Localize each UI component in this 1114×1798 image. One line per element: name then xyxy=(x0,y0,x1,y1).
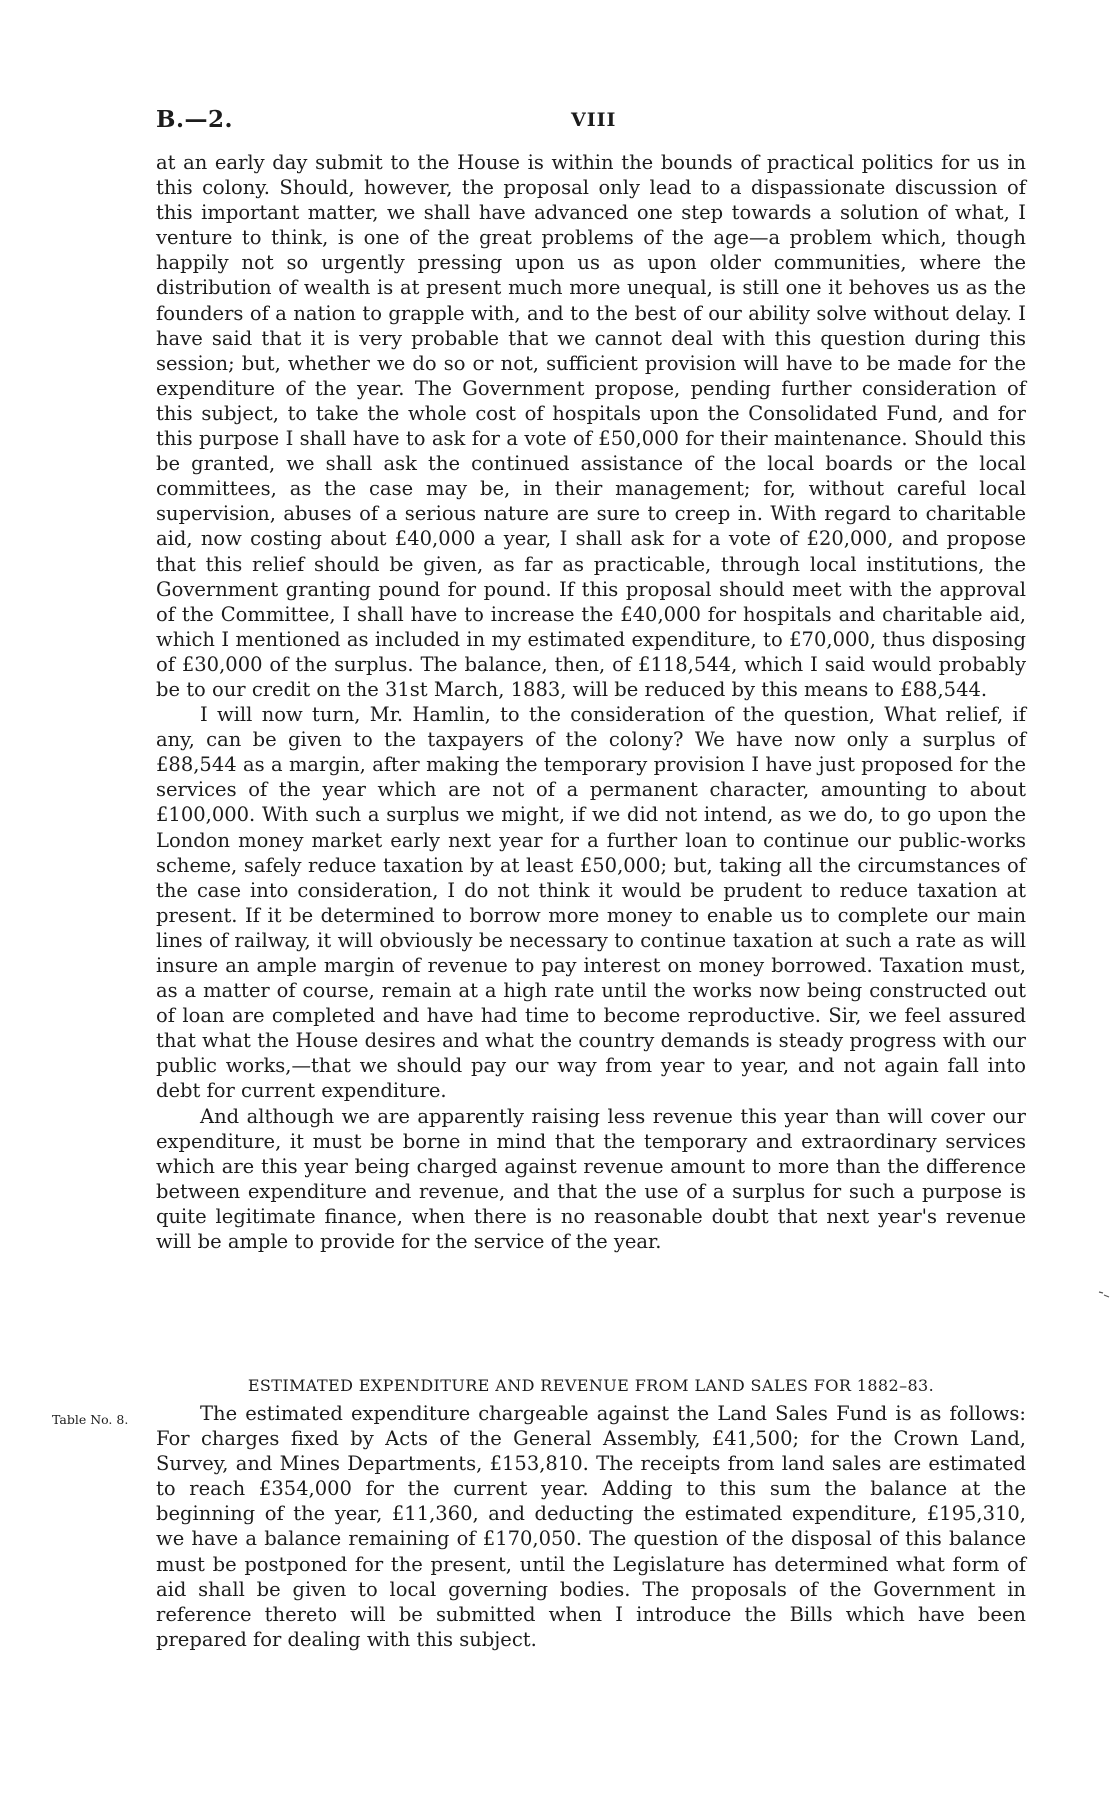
paragraph-hospitals-charitable-aid: at an early day submit to the House is within the bounds of practical politics for us in this colony. Should, however, the proposal only lead to a dispassionate discussion of this important matter, we shall have advanced one step towards a solution of what, I venture to think, is one of the great problems of the age—a problem which, though happily not so urgently pressing upon us as upon older communities, where the distribution of wealth is at present much more unequal, is still one it behoves us as the founders of a nation to grapple with, and to the best of our ability solve without delay. I have said that it is very probable that we cannot deal with this question during this session; but, whether we do so or not, sufficient provision will have to be made for the expenditure of the year. The Government propose, pending further consideration of this subject, to take the whole cost of hospitals upon the Consolidated Fund, and for this purpose I shall have to ask for a vote of £50,000 for their maintenance. Should this be granted, we shall ask the continued assistance of the local boards or the local committees, as the case may be, in their management; for, without careful local supervision, abuses of a serious nature are sure to creep in. With regard to charitable aid, now costing about £40,000 a year, I shall ask for a vote of £20,000, and propose that this relief should be given, as far as practicable, through local institutions, the Government granting pound for pound. If this proposal should meet with the approval of the Committee, I shall have to increase the £40,000 for hospitals and charitable aid, which I mentioned as included in my estimated expenditure, to £70,000, thus disposing of £30,000 of the surplus. The balance, then, of £118,544, which I said would probably be to our credit on the 31st March, 1883, will be reduced by this means to £88,544. xyxy=(156,151,1026,701)
paragraph-taxation-relief: I will now turn, Mr. Hamlin, to the consideration of the question, What relief, if any, can be given to the taxpayers of the colony? We have now only a surplus of £88,544 as a margin, after making the temporary provision I have just proposed for the services of the year which are not of a permanent character, amounting to about £100,000. With such a surplus we might, if we did not intend, as we do, to go upon the London money market early next year for a further loan to continue our public-works scheme, safely reduce taxation by at least £50,000; but, taking all the circumstances of the case into consideration, I do not think it would be prudent to reduce taxation at present. If it be determined to borrow more money to enable us to complete our main lines of railway, it will obviously be necessary to continue taxation at such a rate as will insure an ample margin of revenue to pay interest on money borrowed. Taxation must, as a matter of course, remain at a high rate until the works now being constructed out of loan are completed and have had time to become reproductive. Sir, we feel assured that what the House desires and what the country demands is steady progress with our public works,—that we should pay our way from year to year, and not again fall into debt for current expenditure. xyxy=(156,703,1026,1103)
ink-mark-icon xyxy=(1098,1290,1110,1298)
page-header xyxy=(156,106,1026,142)
section-body xyxy=(156,1401,1026,1652)
paragraph-land-sales: The estimated expenditure chargeable against the Land Sales Fund is as follows: For charges fixed by Acts of the General Assembly, £41,500; for the Crown Land, Survey, and Mines Departments, £153,810. The receipts from land sales are estimated to reach £354,000 for the current year. Adding to this sum the balance at the beginning of the year, £11,360, and deducting the estimated expenditure, £195,310, we have a balance remaining of £170,050. The question of the disposal of this balance must be postponed for the present, until the Legislature has determined what form of aid shall be given to local governing bodies. The proposals of the Government in reference thereto will be submitted when I introduce the Bills which have been prepared for dealing with this subject. xyxy=(156,1402,1026,1651)
document-reference: B.—2. xyxy=(156,106,233,133)
paragraph-surplus-finance: And although we are apparently raising less revenue this year than will cover our expenditure, it must be borne in mind that the temporary and extraordinary services which are this year being charged against revenue amount to more than the difference between expenditure and revenue, and that the use of a surplus for such a purpose is quite legitimate finance, when there is no reasonable doubt that next year's revenue will be ample to provide for the service of the year. xyxy=(156,1104,1026,1254)
section-title: ESTIMATED EXPENDITURE AND REVENUE FROM LAND SALES FOR 1882–83. xyxy=(247,1376,935,1395)
margin-note: Table No. 8. xyxy=(52,1412,129,1427)
page-number: VIII xyxy=(571,109,617,131)
main-text xyxy=(156,150,1026,1254)
